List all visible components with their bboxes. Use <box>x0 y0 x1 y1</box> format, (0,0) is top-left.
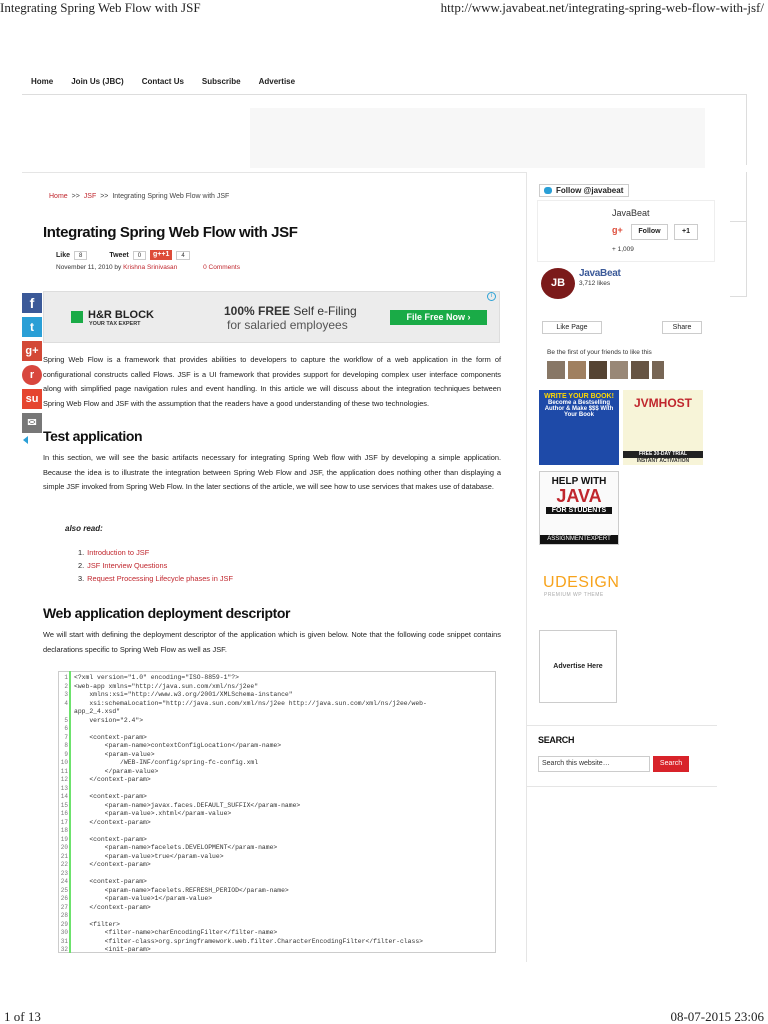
write-your-book-ad[interactable] <box>539 390 619 465</box>
help-with-java-ad[interactable] <box>539 471 619 545</box>
tweet-count: 0 <box>133 251 146 260</box>
code-line-number: 28 <box>60 912 68 919</box>
code-line-number: 27 <box>60 903 68 911</box>
code-line-number: 32 <box>60 946 68 953</box>
ad-headline-bold: 100% FREE <box>224 304 291 318</box>
post-meta <box>56 264 240 271</box>
breadcrumb-current: Integrating Spring Web Flow with JSF <box>112 193 230 200</box>
facebook-share-icon[interactable]: f <box>22 293 42 313</box>
code-line-number: 29 <box>60 920 68 928</box>
nav-advertise[interactable]: Advertise <box>258 77 296 86</box>
code-line-number: 15 <box>60 801 68 809</box>
code-gutter-bar <box>69 671 71 953</box>
code-line-text: </context-param> <box>74 903 151 911</box>
gplus-label: +1 <box>161 251 170 258</box>
fb-friend-avatar[interactable] <box>568 361 586 379</box>
post-title: Integrating Spring Web Flow with JSF <box>43 224 298 241</box>
code-line-text: <init-param> <box>74 946 151 953</box>
code-line <box>59 938 495 947</box>
code-line-text: <param-value>.xhtml</param-value> <box>74 810 232 817</box>
fb-share-button[interactable]: Share <box>662 321 702 334</box>
ad-java-line2: JAVA <box>556 486 602 506</box>
code-line-text: </context-param> <box>74 861 151 868</box>
code-line-number: 6 <box>64 725 68 732</box>
code-line-text: <filter> <box>74 920 121 928</box>
list-item: 1. Introduction to JSF <box>78 548 150 557</box>
code-line <box>59 861 495 870</box>
ad-cta-label: File Free Now <box>406 312 465 322</box>
share-counters <box>56 250 190 260</box>
code-line <box>59 700 495 709</box>
code-line <box>59 946 495 953</box>
code-line-number: 7 <box>64 733 68 741</box>
code-line-number: 18 <box>60 827 68 834</box>
code-line <box>59 785 495 794</box>
fb-like-button[interactable]: Like <box>56 251 71 259</box>
code-line-text: <context-param> <box>74 733 147 741</box>
test-application-paragraph: In this section, we will see the basic artifacts necessary for integrating Spring Web flow with JSF by developing a simple application. Because the idea is to illustrate the integration between Spring Web Flow and JSF, the application does nothing other than displaying a simple JSF invoked from Spring Web Flow. In the later sections of the article, we will see how to use services that makes use of database. <box>43 453 501 491</box>
code-line <box>59 742 495 751</box>
code-line-text: <param-value> <box>74 750 155 758</box>
nav-home[interactable]: Home <box>31 77 54 86</box>
gplus-count: 4 <box>176 251 189 260</box>
hr-block-brand: H&R BLOCK <box>88 309 154 321</box>
code-line-text: <?xml version="1.0" encoding="ISO-8859-1"?> <box>74 674 239 681</box>
code-line-text: <param-name>contextConfigLocation</param-name> <box>74 742 282 749</box>
ad-java-line1: HELP WITH <box>551 476 607 487</box>
ad-java-line4: ASSIGNMENTEXPERT <box>540 535 618 544</box>
code-line-number: 8 <box>64 742 68 749</box>
code-line <box>59 844 495 853</box>
like-count: 8 <box>74 251 87 260</box>
gplus-button[interactable] <box>150 250 172 260</box>
code-line-text: <context-param> <box>74 878 147 885</box>
top-ad-slot <box>250 108 705 168</box>
twitter-follow-button[interactable] <box>539 184 629 197</box>
intro-paragraph: Spring Web Flow is a framework that provides abilities to developers to capture the workflow of a web application in the form of configurational constructs called Flows. JSF is a UI framework that provides support for developing complex user interface components along with simplified page navigation rules and event handling. In this article we will discuss about the integration techniques between Spring Web Flow and JSF with the assumption that the readers have a good understanding of these two technologies. <box>43 355 501 408</box>
search-input[interactable]: Search this website… <box>538 756 650 772</box>
breadcrumb-separator: >> <box>71 193 80 200</box>
code-line <box>59 912 495 921</box>
breadcrumb-jsf[interactable]: JSF <box>83 193 97 200</box>
code-line-number: 17 <box>60 818 68 826</box>
code-line <box>59 853 495 862</box>
ad-headline-rest: Self e-Filing <box>290 304 357 318</box>
code-line-number: 12 <box>60 776 68 783</box>
code-line-number: 11 <box>60 767 68 775</box>
code-line-number: 9 <box>64 750 68 758</box>
ad-java-line3: FOR STUDENTS <box>546 507 612 514</box>
code-line-text: </context-param> <box>74 818 151 826</box>
also-read-label: also read: <box>65 524 103 533</box>
code-line <box>59 768 495 777</box>
code-line-text: <param-name>facelets.REFRESH_PERIOD</param-name> <box>74 886 289 894</box>
code-line-number: 14 <box>60 793 68 800</box>
page-edge-tick <box>730 296 747 297</box>
code-line <box>59 921 495 930</box>
ad-jvm-trial: FREE 30-DAY TRIAL <box>623 451 703 458</box>
code-line-text: <context-param> <box>74 793 147 800</box>
code-line <box>59 793 495 802</box>
code-line-number: 21 <box>60 852 68 860</box>
ad-jvm-activation: INSTANT ACTIVATION <box>636 458 690 464</box>
search-widget-title: SEARCH <box>538 735 575 745</box>
udesign-rest: DESIGN <box>555 574 620 591</box>
ad-jvm-title: JVMHOST <box>633 396 692 410</box>
search-button[interactable]: Search <box>653 756 689 772</box>
post-author[interactable]: Krishna Srinivasan <box>123 264 178 271</box>
page-edge-divider <box>746 172 747 297</box>
fb-likes-count: 3,712 likes <box>579 280 611 287</box>
code-line-number: 31 <box>60 937 68 945</box>
code-line-text: <param-value>true</param-value> <box>74 852 224 860</box>
sidebar-divider <box>526 172 527 962</box>
fb-friends-text: Be the first of your friends to like this <box>547 349 652 356</box>
top-nav <box>22 73 747 95</box>
code-line-text: <filter-name>charEncodingFilter</filter-name> <box>74 929 278 936</box>
deployment-paragraph: We will start with defining the deployment descriptor of the application which is given below. Note that the following code snippet contains declarations specific to Spring Web Flow as well as JSF. <box>43 630 501 654</box>
read-link-intro-jsf[interactable]: Introduction to JSF <box>87 548 150 557</box>
nav-subscribe[interactable]: Subscribe <box>201 77 241 86</box>
hr-block-logo-icon <box>71 311 83 323</box>
tweet-button[interactable]: Tweet <box>109 251 129 259</box>
code-line-text: <web-app xmlns="http://java.sun.com/xml/ns/j2ee" <box>74 682 259 690</box>
ad-subheadline: for salaried employees <box>227 318 348 332</box>
google-plus-share-icon[interactable]: g+ <box>22 341 42 361</box>
udesign-logo[interactable] <box>543 574 619 592</box>
list-item: 2. JSF Interview Questions <box>78 561 168 570</box>
gplus-logo-icon: g+ <box>612 225 623 235</box>
code-line-text: app_2_4.xsd" <box>74 708 121 715</box>
also-read-list <box>78 546 233 585</box>
code-line-number: 5 <box>64 716 68 724</box>
code-line-text: <filter-class>org.springframework.web.filter.CharacterEncodingFilter</filter-class> <box>74 937 423 945</box>
code-line <box>59 870 495 879</box>
print-datetime: 08-07-2015 23:06 <box>670 1009 764 1024</box>
code-line-text: <param-name>javax.faces.DEFAULT_SUFFIX</param-name> <box>74 801 301 809</box>
code-line <box>59 674 495 683</box>
code-line <box>59 819 495 828</box>
code-line <box>59 802 495 811</box>
fb-friend-avatar[interactable] <box>631 361 649 379</box>
print-url: http://www.javabeat.net/integrating-spring-web-flow-with-jsf/ <box>440 0 764 15</box>
code-line-text: <param-name>facelets.DEVELOPMENT</param-name> <box>74 844 278 851</box>
code-line-number: 16 <box>60 810 68 817</box>
gplus-plus1-button[interactable]: +1 <box>674 224 698 240</box>
code-line-text: <context-param> <box>74 835 147 843</box>
read-link-jsf-interview[interactable]: JSF Interview Questions <box>87 561 168 570</box>
hr-block-tagline: YOUR TAX EXPERT <box>89 321 141 327</box>
code-line-text: <param-value>1</param-value> <box>74 895 213 902</box>
ad-cta-button[interactable] <box>390 310 487 325</box>
fb-friend-avatar[interactable] <box>589 361 607 379</box>
list-item: 3. Request Processing Lifecycle phases in JSF <box>78 574 234 583</box>
twitter-share-icon[interactable]: t <box>22 317 42 337</box>
adchoices-icon[interactable]: i <box>487 292 496 301</box>
print-page-number: 1 of 13 <box>4 1009 41 1024</box>
twitter-bird-icon <box>544 187 552 194</box>
code-line <box>59 751 495 760</box>
twitter-follow-label: Follow @javabeat <box>556 186 624 195</box>
page-edge-tick <box>730 221 747 222</box>
nav-contact-us[interactable]: Contact Us <box>141 77 184 86</box>
code-line-number: 26 <box>60 895 68 902</box>
fb-page-name[interactable]: JavaBeat <box>579 268 621 279</box>
code-line <box>59 683 495 692</box>
code-line <box>59 836 495 845</box>
code-block[interactable] <box>58 671 496 953</box>
fb-friend-avatar[interactable] <box>547 361 565 379</box>
code-line-number: 25 <box>60 886 68 894</box>
code-line <box>59 725 495 734</box>
code-line <box>59 895 495 904</box>
code-line-number: 19 <box>60 835 68 843</box>
javabeat-logo[interactable]: JB <box>541 268 575 299</box>
code-line-number: 3 <box>64 691 68 698</box>
fb-friend-avatar[interactable] <box>652 361 664 379</box>
section-heading-test-application: Test application <box>43 428 143 444</box>
advertise-here-box[interactable]: Advertise Here <box>539 630 617 703</box>
code-line-number: 22 <box>60 861 68 868</box>
ad-headline <box>224 304 357 318</box>
code-line-number: 4 <box>64 699 68 707</box>
code-line-text: version="2.4"> <box>74 716 144 724</box>
code-line-text: xmlns:xsi="http://www.w3.org/2001/XMLSchema-instance" <box>74 691 293 698</box>
breadcrumb <box>49 193 229 200</box>
code-line-number: 23 <box>60 869 68 877</box>
code-line <box>59 734 495 743</box>
collapse-arrow-icon[interactable] <box>23 436 28 444</box>
reddit-share-icon[interactable]: r <box>22 365 42 385</box>
code-line-number: 13 <box>60 784 68 792</box>
code-line <box>59 708 495 717</box>
gplus-follow-button[interactable]: Follow <box>631 224 668 240</box>
code-line-text: </param-value> <box>74 767 159 775</box>
code-line <box>59 827 495 836</box>
email-share-icon[interactable]: ✉ <box>22 413 42 433</box>
code-line-number: 30 <box>60 929 68 936</box>
gplus-page-name[interactable]: JavaBeat <box>612 208 650 218</box>
code-line <box>59 759 495 768</box>
udesign-u: U <box>543 574 556 591</box>
code-line-text: xsi:schemaLocation="http://java.sun.com/xml/ns/j2ee http://java.sun.com/xml/ns/j2ee/web- <box>74 699 427 707</box>
code-line <box>59 887 495 896</box>
code-line <box>59 904 495 913</box>
sidebar-divider <box>527 725 717 726</box>
code-line-text: </context-param> <box>74 776 151 783</box>
nav-join-us[interactable]: Join Us (JBC) <box>71 77 124 86</box>
code-line <box>59 717 495 726</box>
gplus-icon: g+ <box>153 251 162 258</box>
nav-edge-divider <box>746 95 747 165</box>
code-line <box>59 810 495 819</box>
post-date: November 11, 2010 by <box>56 264 122 271</box>
code-line-number: 20 <box>60 844 68 851</box>
ad-book-subtitle: Become a Bestselling Author & Make $$$ With Your Book <box>544 400 614 418</box>
fb-friend-avatar[interactable] <box>610 361 628 379</box>
code-line <box>59 776 495 785</box>
breadcrumb-home[interactable]: Home <box>49 193 68 200</box>
code-line-number: 1 <box>64 674 68 681</box>
gplus-follower-count: + 1,009 <box>612 246 634 253</box>
breadcrumb-separator: >> <box>100 193 109 200</box>
print-title: Integrating Spring Web Flow with JSF <box>0 0 201 15</box>
stumbleupon-share-icon[interactable]: su <box>22 389 42 409</box>
fb-like-page-button[interactable]: Like Page <box>542 321 602 334</box>
jvmhost-ad[interactable] <box>623 390 703 465</box>
code-line <box>59 691 495 700</box>
code-line-number: 10 <box>60 759 68 766</box>
code-line-text: /WEB-INF/config/spring-fc-config.xml <box>74 759 259 766</box>
chevron-right-icon: › <box>467 312 471 322</box>
read-link-jsf-lifecycle[interactable]: Request Processing Lifecycle phases in JSF <box>87 574 234 583</box>
sidebar-divider <box>527 786 717 787</box>
section-heading-deployment-descriptor: Web application deployment descriptor <box>43 605 291 621</box>
post-comments-link[interactable]: 0 Comments <box>203 264 240 271</box>
code-line-number: 2 <box>64 682 68 690</box>
ad-book-title: WRITE YOUR BOOK! <box>544 393 614 400</box>
code-line <box>59 929 495 938</box>
code-line-number: 24 <box>60 878 68 885</box>
code-line <box>59 878 495 887</box>
udesign-tagline: PREMIUM WP THEME <box>544 592 604 598</box>
